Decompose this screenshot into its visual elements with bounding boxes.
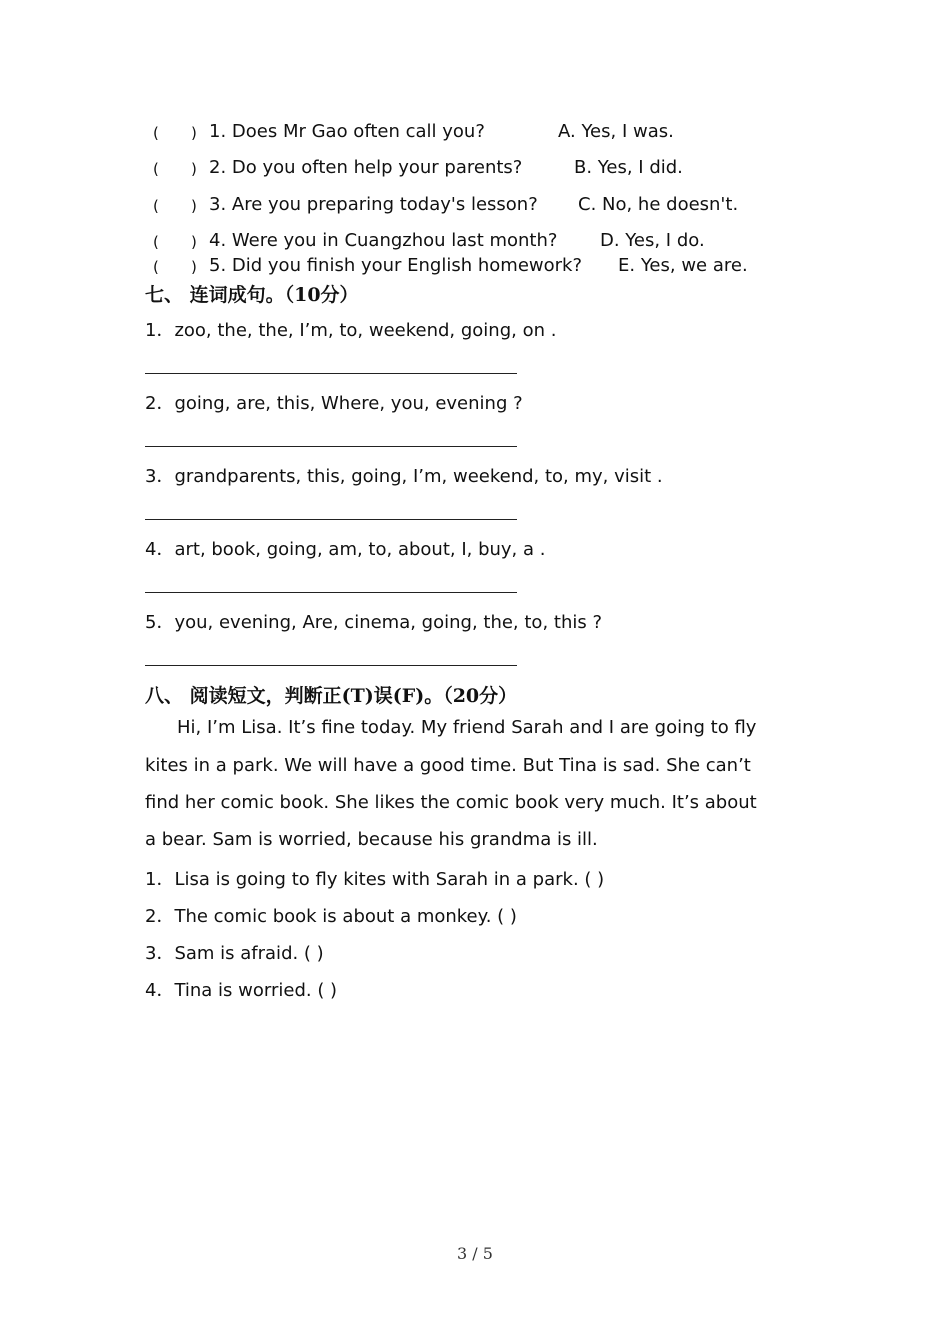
word-order-item: 3．grandparents, this, going, I’m, weekend, to, my, visit . bbox=[145, 466, 663, 487]
matching-answer: C. No, he doesn't. bbox=[578, 194, 739, 215]
passage-line: kites in a park. We will have a good time. But Tina is sad. She can’t bbox=[145, 755, 751, 776]
matching-question: 2. Do you often help your parents? bbox=[209, 157, 523, 178]
word-order-item: 4．art, book, going, am, to, about, I, buy, a . bbox=[145, 539, 546, 560]
true-false-item: 1．Lisa is going to fly kites with Sarah in a park. ( ) bbox=[145, 869, 605, 890]
answer-line bbox=[145, 592, 517, 593]
matching-question: 3. Are you preparing today's lesson? bbox=[209, 194, 538, 215]
section-8-title: 八、 阅读短文，判断正(T)误(F)。（20分） bbox=[145, 685, 518, 707]
section-7-title: 七、 连词成句。（10分） bbox=[145, 284, 359, 306]
answer-line bbox=[145, 373, 517, 374]
true-false-item: 4．Tina is worried. ( ) bbox=[145, 980, 338, 1001]
passage-line: Hi, I’m Lisa. It’s fine today. My friend Sarah and I are going to fly bbox=[177, 717, 757, 738]
matching-answer: B. Yes, I did. bbox=[574, 157, 683, 178]
matching-answer: D. Yes, I do. bbox=[600, 230, 705, 251]
matching-answer: A. Yes, I was. bbox=[558, 121, 674, 142]
page-number: 3 / 5 bbox=[457, 1244, 493, 1263]
answer-line bbox=[145, 519, 517, 520]
answer-paren-close: ) bbox=[191, 124, 197, 142]
passage-line: find her comic book. She likes the comic book very much. It’s about bbox=[145, 792, 757, 813]
word-order-item: 2．going, are, this, Where, you, evening ? bbox=[145, 393, 523, 414]
word-order-item: 1．zoo, the, the, I’m, to, weekend, going, on . bbox=[145, 320, 557, 341]
answer-paren-close: ) bbox=[191, 258, 197, 276]
true-false-item: 3．Sam is afraid. ( ) bbox=[145, 943, 324, 964]
answer-line bbox=[145, 665, 517, 666]
matching-question: 4. Were you in Cuangzhou last month? bbox=[209, 230, 558, 251]
answer-paren-close: ) bbox=[191, 197, 197, 215]
true-false-item: 2．The comic book is about a monkey. ( ) bbox=[145, 906, 517, 927]
answer-paren-open: ( bbox=[153, 233, 159, 251]
answer-line bbox=[145, 446, 517, 447]
word-order-item: 5．you, evening, Are, cinema, going, the, to, this ? bbox=[145, 612, 603, 633]
answer-paren-close: ) bbox=[191, 233, 197, 251]
answer-paren-open: ( bbox=[153, 258, 159, 276]
matching-question: 5. Did you finish your English homework? bbox=[209, 255, 583, 276]
answer-paren-close: ) bbox=[191, 160, 197, 178]
answer-paren-open: ( bbox=[153, 124, 159, 142]
answer-paren-open: ( bbox=[153, 160, 159, 178]
answer-paren-open: ( bbox=[153, 197, 159, 215]
passage-line: a bear. Sam is worried, because his grandma is ill. bbox=[145, 829, 598, 850]
matching-question: 1. Does Mr Gao often call you? bbox=[209, 121, 485, 142]
matching-answer: E. Yes, we are. bbox=[618, 255, 748, 276]
